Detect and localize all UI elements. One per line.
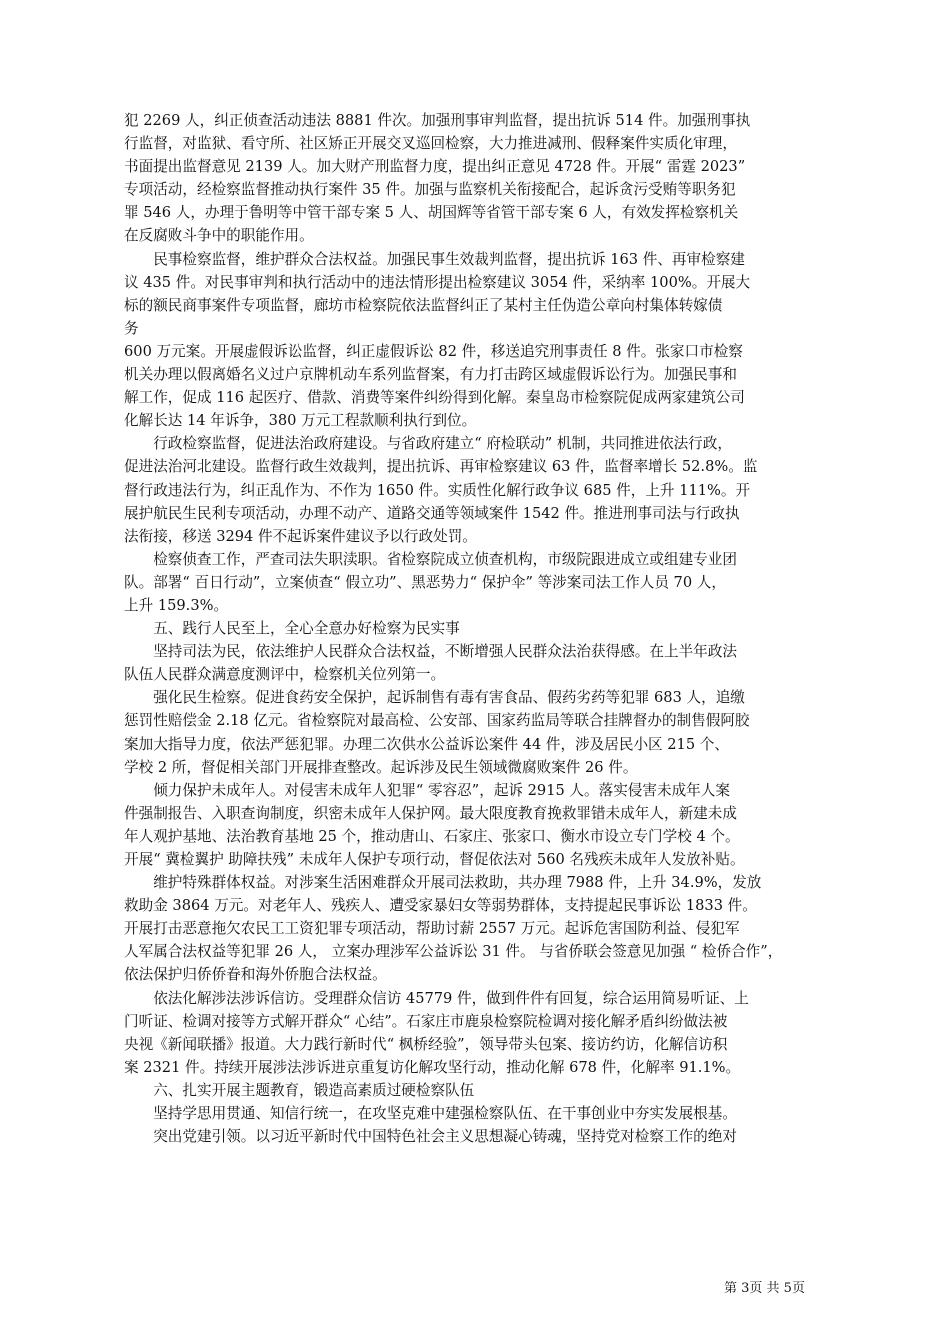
text-line: 门听证、检调对接等方式解开群众“ 心结”。石家庄市鹿泉检察院检调对接化解矛盾纠纷做法被 — [124, 1012, 728, 1030]
text-line: 案 2321 件。持续开展涉法涉诉进京重复访化解攻坚行动，推动化解 678 件，化解率 91.1%。 — [124, 1058, 741, 1076]
text-line: 队。部署“ 百日行动”，立案侦查“ 假立功”、黑恶势力“ 保护伞” 等涉案司法工作人员 70 人， — [124, 573, 726, 591]
text-line: 开展打击恶意拖欠农民工工资犯罪专项活动，帮助讨薪 2557 万元。起诉危害国防利益、侵犯军 — [124, 920, 740, 938]
text-line: 人军属合法权益等犯罪 26 人， 立案办理涉军公益诉讼 31 件。 与省侨联会签意见加强 “ 检侨合作”， — [124, 943, 783, 961]
text-line: 案加大指导力度，依法严惩犯罪。办理二次供水公益诉讼案件 44 件，涉及居民小区 215 个、 — [124, 735, 729, 753]
text-line: 行监督，对监狱、看守所、社区矫正开展交叉巡回检察，大力推进减刑、假释案件实质化审理， — [124, 135, 737, 153]
text-line: 督行政违法行为，纠正乱作为、不作为 1650 件。实质性化解行政争议 685 件，上升 111%。开 — [124, 481, 751, 499]
text-line: 标的额民商事案件专项监督，廊坊市检察院依法监督纠正了某村主任伪造公章向村集体转嫁债 — [124, 296, 723, 314]
text-line: 五、践行人民至上，全心全意办好检察为民实事 — [124, 620, 460, 638]
text-line: 化解长达 14 年诉争，380 万元工程款顺利执行到位。 — [124, 412, 477, 430]
text-line: 务 — [124, 319, 139, 337]
text-line: 维护特殊群体权益。对涉案生活困难群众开展司法救助，共办理 7988 件，上升 34.9%，发放 — [124, 874, 762, 892]
text-line: 突出党建引领。以习近平新时代中国特色社会主义思想凝心铸魂，坚持党对检察工作的绝对 — [124, 1128, 737, 1146]
text-line: 坚持司法为民，依法维护人民群众合法权益，不断增强人民群众法治获得感。在上半年政法 — [124, 643, 737, 661]
text-line: 队伍人民群众满意度测评中，检察机关位列第一。 — [124, 666, 446, 684]
text-line: 检察侦查工作，严查司法失职渎职。省检察院成立侦查机构，市级院跟进成立或组建专业团 — [124, 550, 737, 568]
text-line: 行政检察监督，促进法治政府建设。与省政府建立“ 府检联动” 机制，共同推进依法行政， — [124, 435, 732, 453]
text-line: 法衔接，移送 3294 件不起诉案件建议予以行政处罚。 — [124, 527, 477, 545]
text-line: 罪 546 人，办理于鲁明等中管干部专案 5 人、胡国辉等省管干部专案 6 人，有效发挥检察机关 — [124, 204, 739, 222]
text-line: 强化民生检察。促进食药安全保护，起诉制售有毒有害食品、假药劣药等犯罪 683 人，追缴 — [124, 689, 745, 707]
text-line: 倾力保护未成年人。对侵害未成年人犯罪“ 零容忍”，起诉 2915 人。落实侵害未成年人案 — [124, 781, 730, 799]
text-line: 专项活动，经检察监督推动执行案件 35 件。加强与监察机关衔接配合，起诉贪污受贿等职务犯 — [124, 181, 736, 199]
text-line: 件强制报告、入职查询制度，织密未成年人保护网。最大限度教育挽救罪错未成年人，新建未成 — [124, 804, 737, 822]
text-line: 央视《新闻联播》报道。大力践行新时代“ 枫桥经验”，领导带头包案、接访约访，化解信访积 — [124, 1035, 728, 1053]
text-line: 在反腐败斗争中的职能作用。 — [124, 227, 314, 245]
text-line: 惩罚性赔偿金 2.18 亿元。省检察院对最高检、公安部、国家药监局等联合挂牌督办的制售假阿胶 — [124, 712, 750, 730]
text-line: 解工作，促成 116 起医疗、借款、消费等案件纠纷得到化解。秦皇岛市检察院促成两家建筑公司 — [124, 389, 745, 407]
text-line: 依法保护归侨侨眷和海外侨胞合法权益。 — [124, 966, 387, 984]
text-line: 机关办理以假离婚名义过户京牌机动车系列监督案，有力打击跨区域虚假诉讼行为。加强民事和 — [124, 366, 737, 384]
text-line: 开展“ 冀检翼护 助障扶残” 未成年人保护专项行动，督促依法对 560 名残疾未成年人发放补贴。 — [124, 851, 745, 868]
text-line: 书面提出监督意见 2139 人。加大财产刑监督力度，提出纠正意见 4728 件。开展“ 雷霆 2023” — [124, 158, 746, 176]
text-line: 六、扎实开展主题教育，锻造高素质过硬检察队伍 — [124, 1081, 475, 1099]
text-line: 学校 2 所，督促相关部门开展排查整改。起诉涉及民生领域微腐败案件 26 件。 — [124, 758, 638, 776]
text-line: 坚持学思用贯通、知信行统一，在攻坚克难中建强检察队伍、在干事创业中夯实发展根基。 — [124, 1105, 737, 1123]
document-body — [124, 109, 840, 1148]
text-line: 依法化解涉法涉诉信访。受理群众信访 45779 件，做到件件有回复，综合运用简易听证、上 — [124, 989, 749, 1007]
text-line: 600 万元案。开展虚假诉讼监督，纠正虚假诉讼 82 件，移送追究刑事责任 8 件。张家口市检察 — [124, 342, 743, 360]
text-line: 促进法治河北建设。监督行政生效裁判，提出抗诉、再审检察建议 63 件，监督率增长 52.8%。监 — [124, 458, 758, 476]
text-line: 展护航民生民利专项活动，办理不动产、道路交通等领域案件 1542 件。推进刑事司法与行政执 — [124, 504, 740, 522]
text-line: 救助金 3864 万元。对老年人、残疾人、遭受家暴妇女等弱势群体，支持提起民事诉讼 1833 件。 — [124, 897, 757, 915]
text-line: 上升 159.3%。 — [124, 596, 229, 614]
text-line: 犯 2269 人，纠正侦查活动违法 8881 件次。加强刑事审判监督，提出抗诉 514 件。加强刑事执 — [124, 112, 751, 129]
text-line: 民事检察监督，维护群众合法权益。加强民事生效裁判监督，提出抗诉 163 件、再审检察建 — [124, 250, 745, 268]
text-line: 议 435 件。对民事审判和执行活动中的违法情形提出检察建议 3054 件，采纳率 100%。开展大 — [124, 273, 751, 291]
page-number: 第 3页 共 5页 — [724, 1281, 805, 1296]
text-line: 年人观护基地、法治教育基地 25 个，推动唐山、石家庄、张家口、衡水市设立专门学校 4 个。 — [124, 827, 740, 845]
